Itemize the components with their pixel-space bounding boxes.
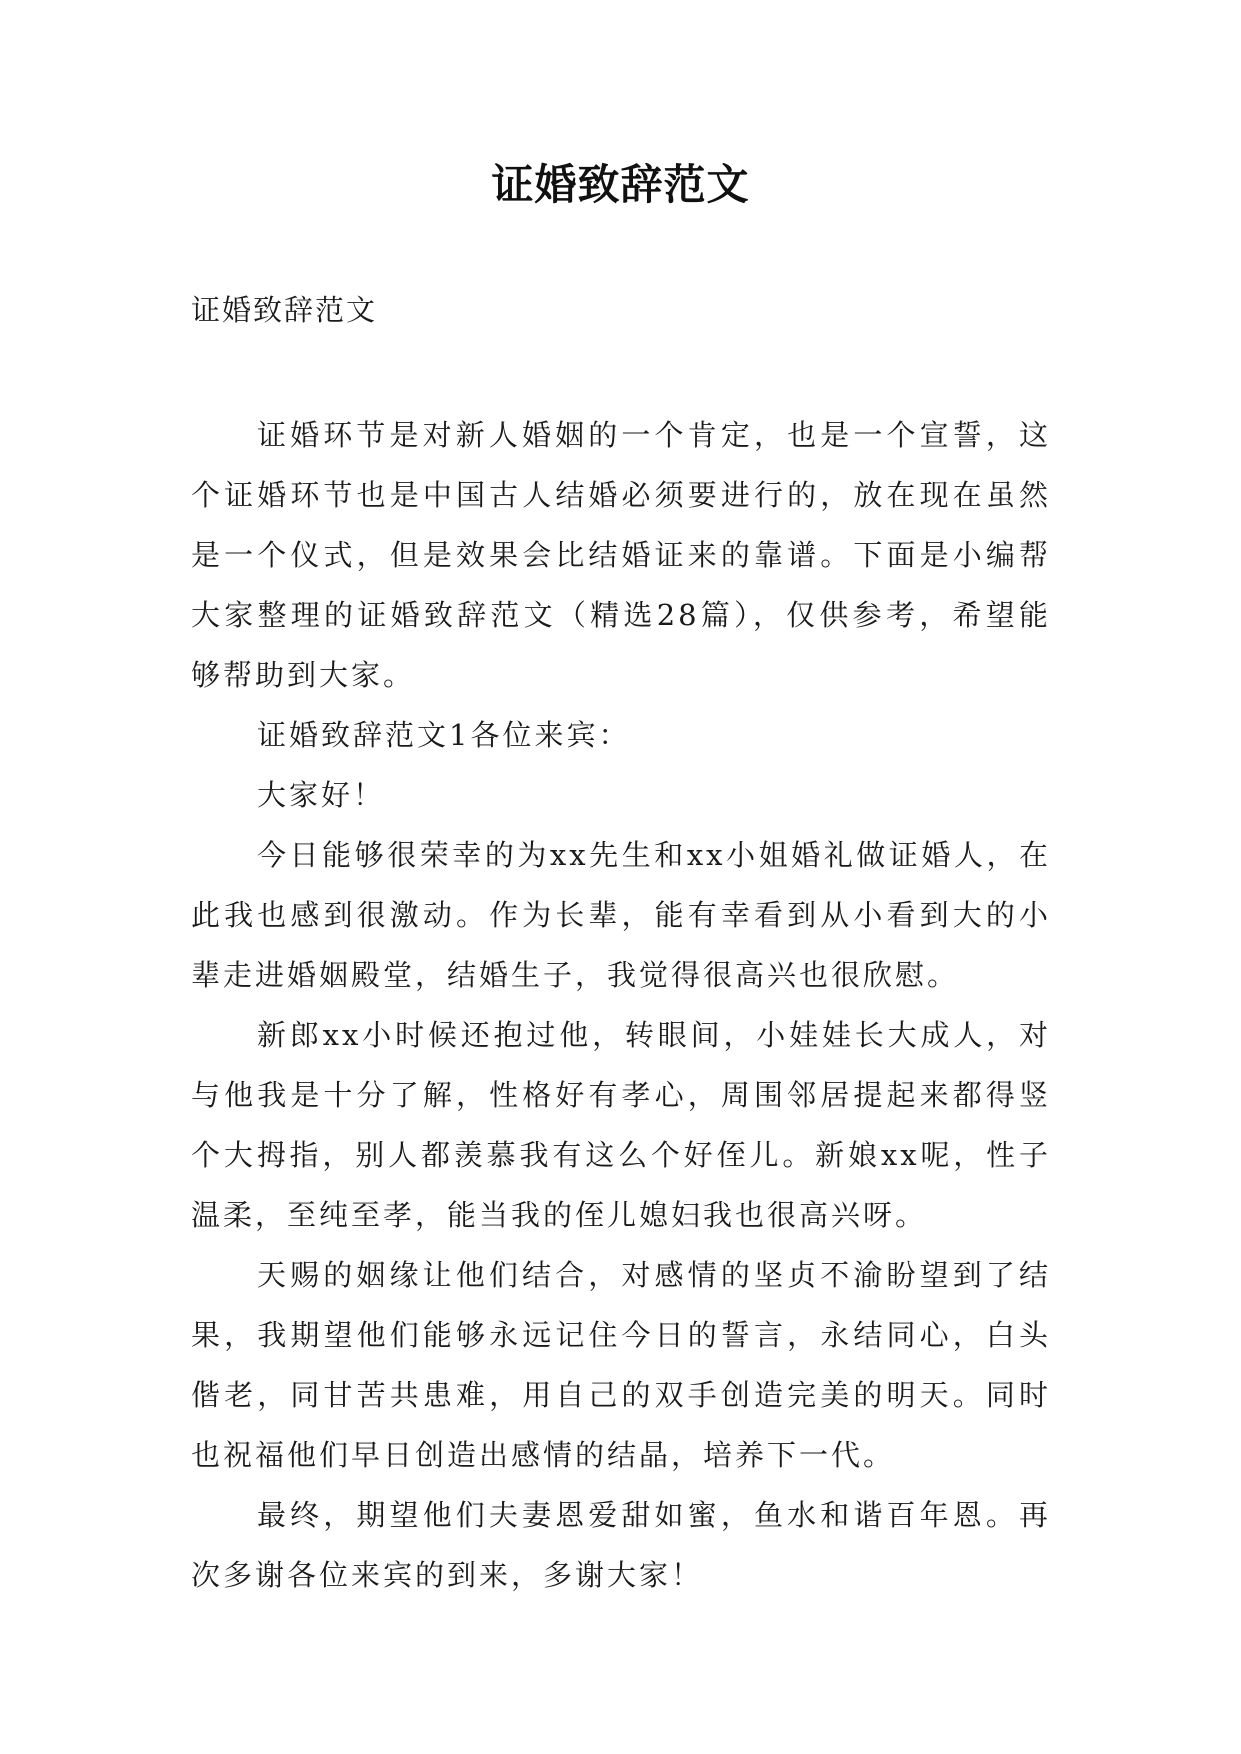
document-body	[191, 405, 1051, 1605]
paragraph-speech-heading: 证婚致辞范文1各位来宾：	[257, 718, 631, 752]
paragraph-closing: 最终，期望他们夫妻恩爱甜如蜜，鱼水和谐百年恩。再次多谢各位来宾的到来，多谢大家！	[191, 1498, 1051, 1592]
paragraph-intro: 证婚环节是对新人婚姻的一个肯定，也是一个宣誓，这个证婚环节也是中国古人结婚必须要进行的，放在现在虽然是一个仪式，但是效果会比结婚证来的靠谱。下面是小编帮大家整理的证婚致辞范文（精选28篇），仅供参考，希望能够帮助到大家。	[191, 418, 1051, 692]
document-title: 证婚致辞范文	[491, 160, 750, 209]
paragraph-groom-bride: 新郎xx小时候还抱过他，转眼间，小娃娃长大成人，对与他我是十分了解，性格好有孝心，周围邻居提起来都得竖个大拇指，别人都羡慕我有这么个好侄儿。新娘xx呢，性子温柔，至纯至孝，能当我的侄儿媳妇我也很高兴呀。	[191, 1018, 1051, 1232]
document-subtitle: 证婚致辞范文	[191, 293, 378, 327]
paragraph-blessing: 天赐的姻缘让他们结合，对感情的坚贞不渝盼望到了结果，我期望他们能够永远记住今日的誓言，永结同心，白头偕老，同甘苦共患难，用自己的双手创造完美的明天。同时也祝福他们早日创造出感情的结晶，培养下一代。	[191, 1258, 1051, 1472]
paragraph-honor: 今日能够很荣幸的为xx先生和xx小姐婚礼做证婚人，在此我也感到很激动。作为长辈，能有幸看到从小看到大的小辈走进婚姻殿堂，结婚生子，我觉得很高兴也很欣慰。	[191, 838, 1051, 992]
paragraph-greeting: 大家好！	[257, 778, 386, 812]
